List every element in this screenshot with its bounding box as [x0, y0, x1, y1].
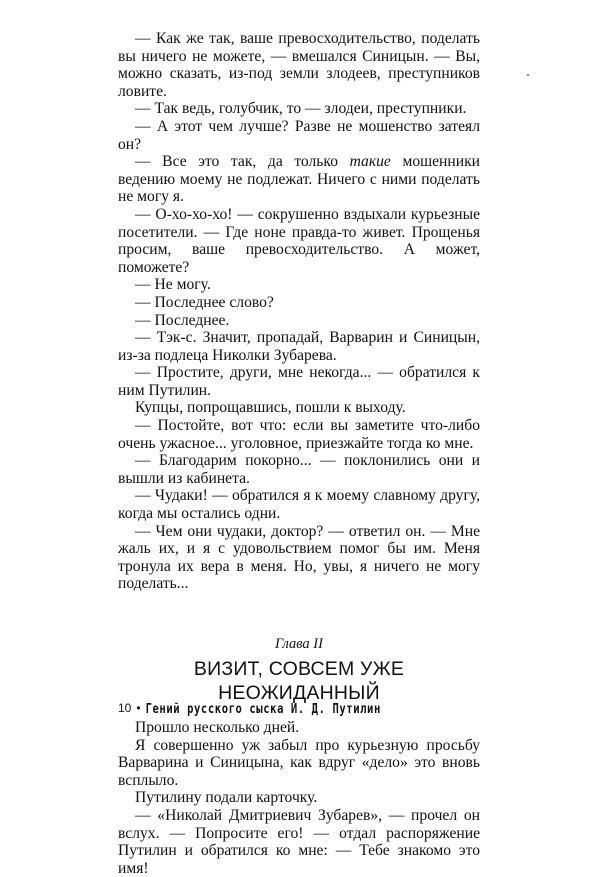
- emphasized-text: такие: [349, 153, 391, 171]
- paragraph-text: — Все это так, да только: [135, 153, 350, 171]
- paragraph-text: — Последнее.: [135, 311, 230, 329]
- paragraph-text: — «Николай Дмитриевич Зубарев», — прочел он вслух. — Попросите его! — отдал распоряжение Путилин и обратился ко мне: — Тебе знакомо это имя!: [118, 806, 480, 877]
- paragraph-text: — А этот чем лучше? Разве не мошенство затеял он?: [118, 117, 480, 153]
- paragraph: [118, 312, 480, 330]
- paragraph: [118, 487, 480, 522]
- paragraph-text: — Чудаки! — обратился я к моему славному другу, когда мы остались одни.: [118, 487, 480, 523]
- text-block-after-chapter: [118, 719, 480, 877]
- paragraph-text: — Последнее слово?: [135, 293, 274, 311]
- paragraph: [118, 737, 480, 790]
- paragraph: [118, 399, 480, 417]
- paragraph-text: Купцы, попрощавшись, пошли к выходу.: [135, 399, 406, 417]
- paragraph: [118, 30, 480, 100]
- paragraph-text: — Простите, други, мне некогда... — обратился к ним Путилин.: [118, 364, 480, 399]
- paragraph: [118, 206, 480, 276]
- paragraph-text: Я совершенно уж забыл про курьезную просьбу Варварина и Синицына, как вдруг «дело» это вновь всплыло.: [118, 736, 480, 789]
- paragraph: [118, 294, 480, 312]
- scan-speck: [527, 74, 529, 76]
- paragraph-text: Прошло несколько дней.: [135, 719, 300, 736]
- footer-separator: •: [136, 701, 141, 715]
- paragraph-text: — О-хо-хо-хо! — сокрушенно вздыхали курьезные посетители. — Где ноне правда-то живет. Прощенья просим, ваше превосходительство. А может, поможете?: [118, 205, 480, 276]
- paragraph-text: — Чем они чудаки, доктор? — ответил он. — Мне жаль их, и я с удовольствием помог бы им. Меня тронула их вера в меня. Но, увы, я ничего не могу поделать...: [118, 522, 480, 593]
- text-block-before-chapter: [118, 30, 480, 593]
- paragraph: [118, 329, 480, 364]
- paragraph: [118, 719, 480, 737]
- running-footer: [118, 700, 381, 717]
- paragraph-text: — Благодарим покорно... — поклонились они и вышли из кабинета.: [118, 452, 480, 487]
- paragraph-text: — Как же так, ваше превосходительство, поделать вы ничего не можете, — вмешался Синицын. — Вы, можно сказать, из-под земли злодеев, преступников ловите.: [118, 30, 480, 100]
- paragraph: [118, 153, 480, 206]
- paragraph-text: — Тэк-с. Значит, пропадай, Варварин и Синицын, из-за подлеца Николки Зубарева.: [118, 329, 480, 364]
- paragraph-text: — Постойте, вот что: если вы заметите что-либо очень ужасное... уголовное, приезжайте тогда ко мне.: [118, 417, 480, 452]
- paragraph-text: — Не могу.: [135, 276, 211, 294]
- paragraph: [118, 118, 480, 153]
- paragraph: [118, 276, 480, 294]
- paragraph: [118, 807, 480, 877]
- chapter-label: Глава II: [275, 636, 323, 652]
- paragraph-text: Путилину подали карточку.: [135, 789, 318, 807]
- book-title: Гений русского сыска И. Д. Путилин: [145, 701, 381, 717]
- paragraph: [118, 789, 480, 807]
- page-number: 10: [118, 701, 132, 715]
- paragraph: [118, 364, 480, 399]
- paragraph-text: — Так ведь, голубчик, то — злодеи, преступники.: [135, 100, 467, 118]
- chapter-title: ВИЗИТ, СОВСЕМ УЖЕ НЕОЖИДАННЫЙ: [193, 658, 405, 704]
- paragraph: [118, 417, 480, 452]
- paragraph: [118, 100, 480, 118]
- paragraph: [118, 452, 480, 487]
- paragraph: [118, 523, 480, 593]
- paragraph-text: мошенники ведению моему не подлежат. Ничего с ними поделать не могу я.: [118, 153, 480, 206]
